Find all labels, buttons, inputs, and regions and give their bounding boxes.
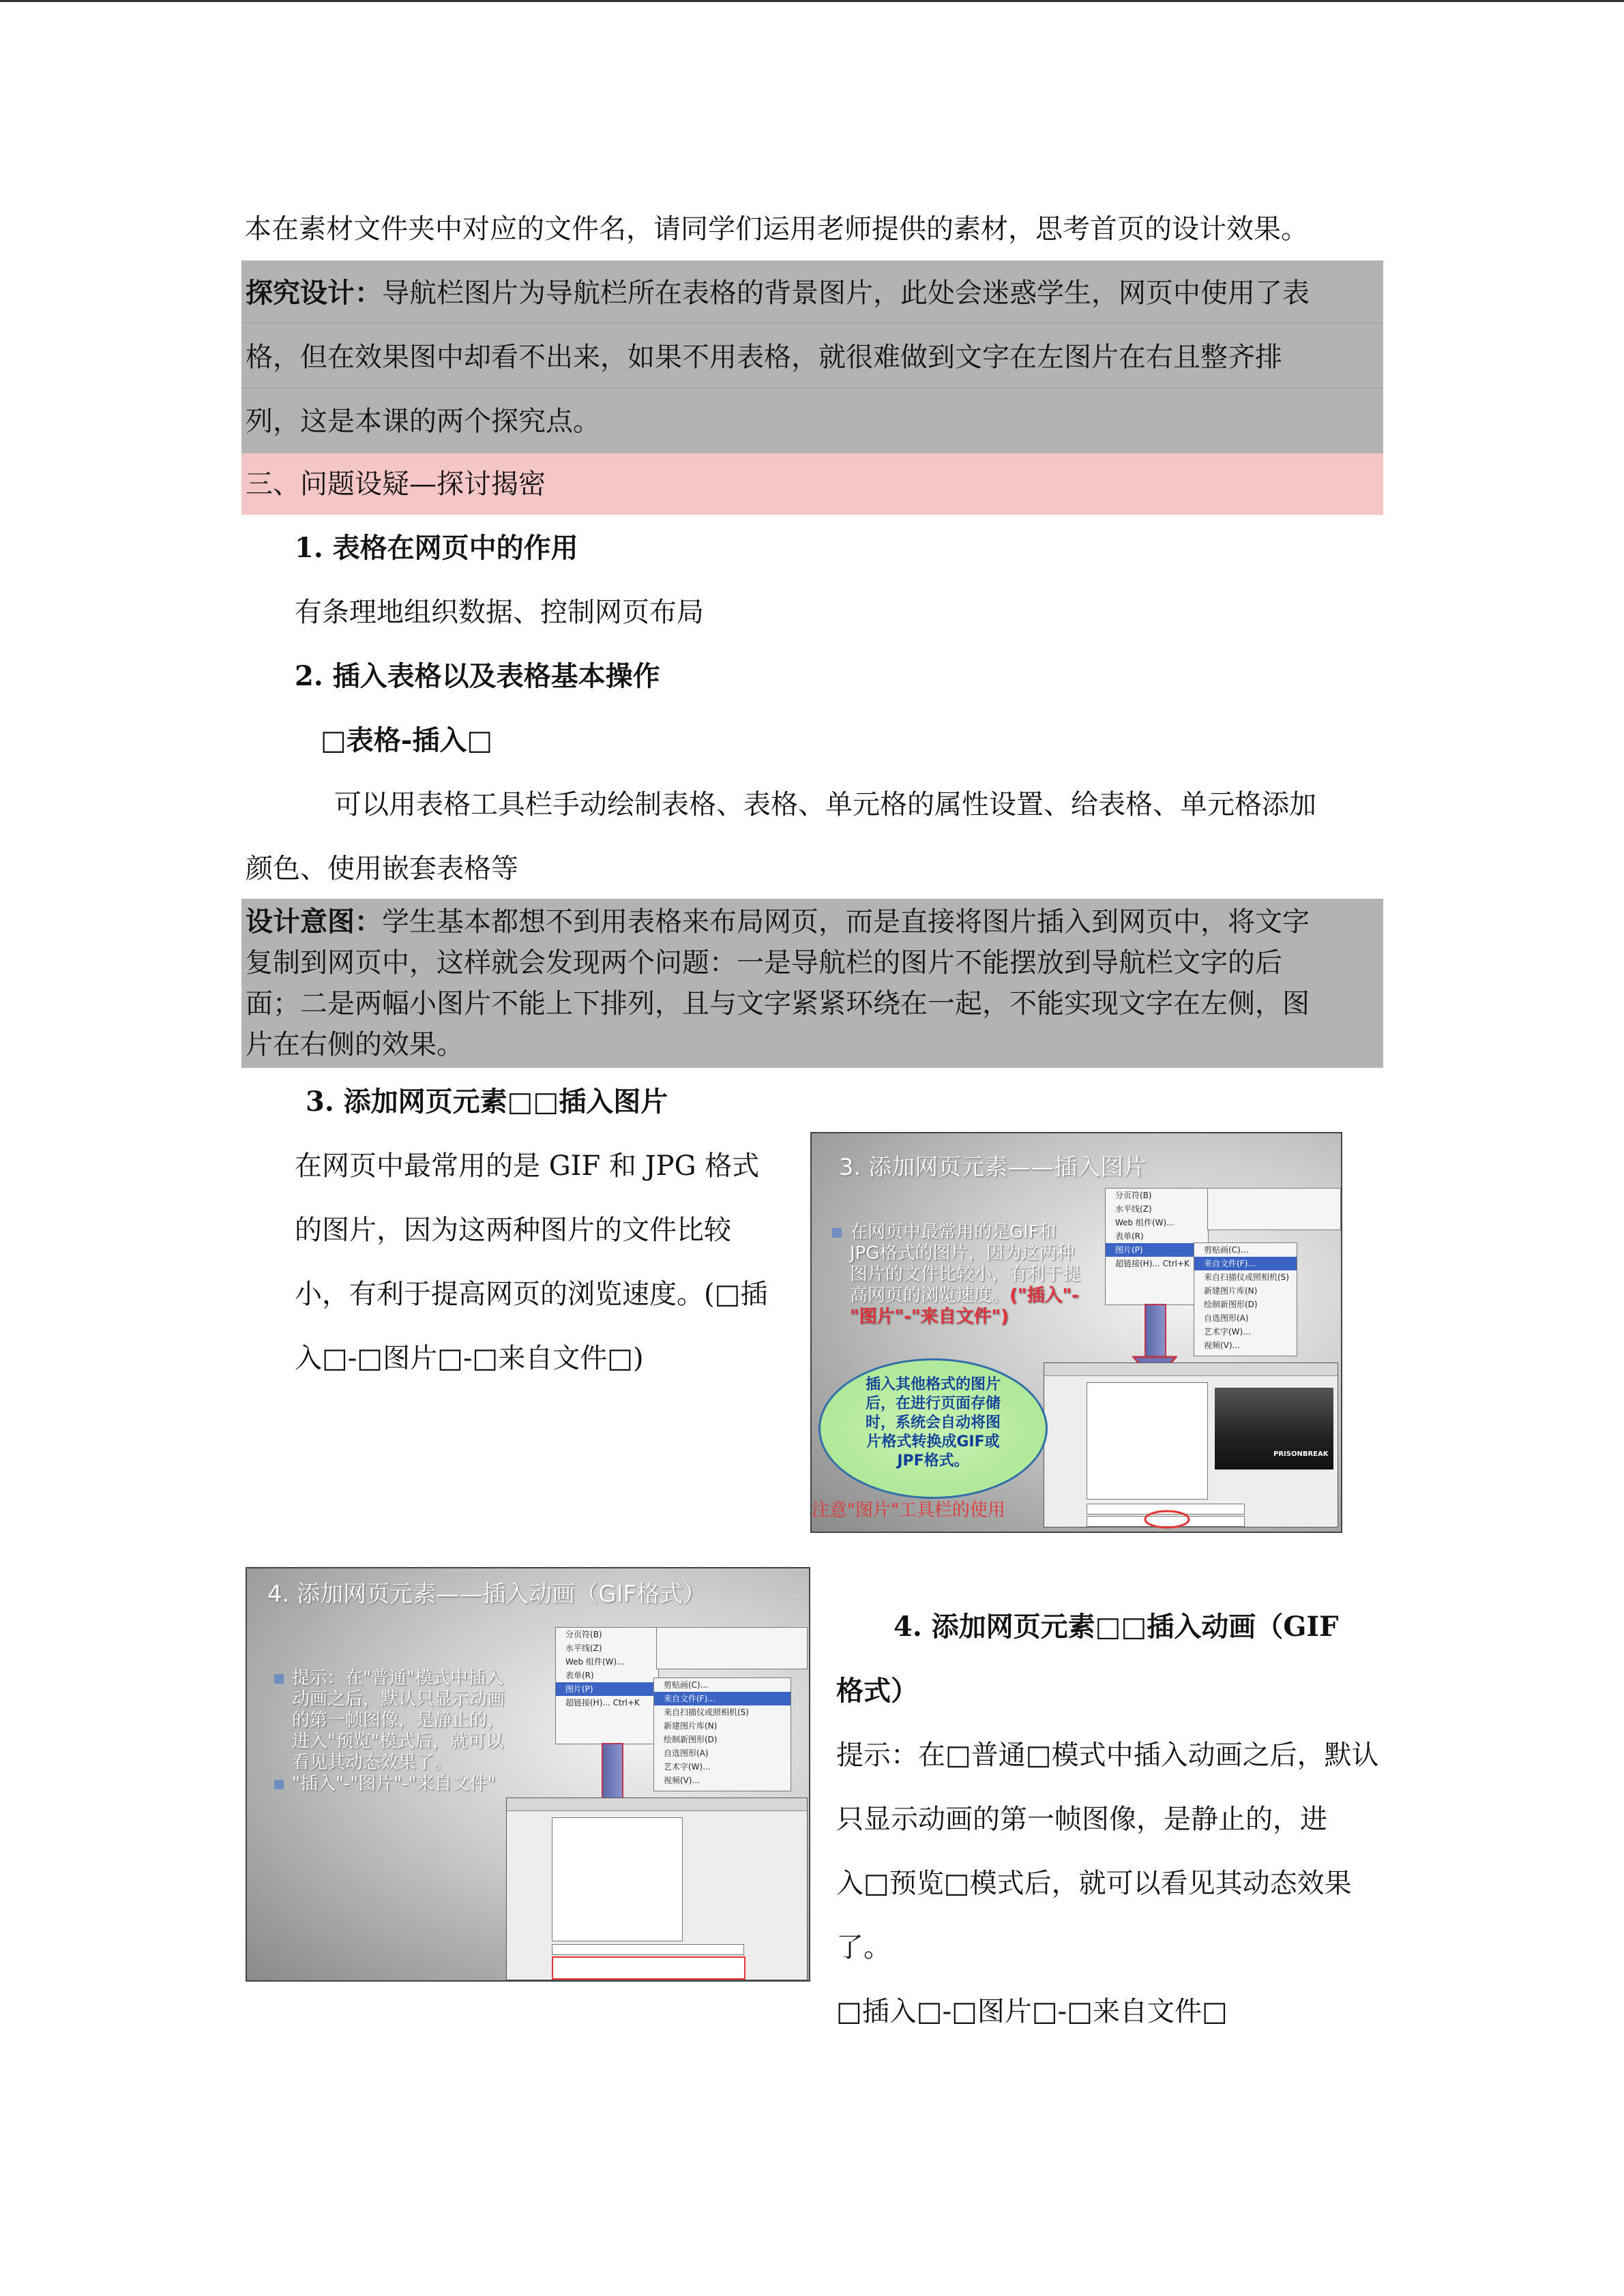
design-line-4: 片在右侧的效果。	[246, 1029, 464, 1060]
slide2-b1-l4: 进入"预览"模式后，就可以	[292, 1731, 503, 1752]
slide1-bullet-red: ("插入"-	[1009, 1285, 1079, 1306]
file-list[interactable]	[552, 1817, 683, 1941]
toolbar-strip	[656, 1627, 808, 1669]
item4-path: □插入□-□图片□-□来自文件□	[836, 1996, 1228, 2027]
intro-paragraph: 本在素材文件夹中对应的文件名，请同学们运用老师提供的素材，思考首页的设计效果。	[244, 213, 1308, 245]
menu-item[interactable]: 分页符(B)	[1115, 1191, 1152, 1200]
menu-item[interactable]: 视频(V)...	[1204, 1341, 1241, 1350]
menu-item[interactable]: 视频(V)...	[664, 1776, 700, 1785]
down-arrow-icon	[602, 1743, 623, 1803]
menu-item-picture[interactable]: 图片(P)	[556, 1682, 658, 1696]
tip-bubble	[818, 1358, 1048, 1499]
item1-text: 有条理地组织数据、控制网页布局	[295, 597, 704, 628]
item3-line-3: 小，有利于提高网页的浏览速度。(□插	[295, 1279, 768, 1310]
menu-item[interactable]: 表单(R)	[1115, 1232, 1144, 1241]
design-label: 设计意图：	[246, 906, 382, 938]
slide1-bullet-l1: 在网页中最常用的是GIF和	[850, 1222, 1057, 1242]
picture-submenu[interactable]	[653, 1678, 791, 1791]
slide2-title: 4. 添加网页元素——插入动画（GIF格式）	[267, 1581, 707, 1608]
item4-heading-2: 格式）	[836, 1675, 918, 1707]
menu-item[interactable]: 超链接(H)... Ctrl+K	[565, 1698, 640, 1708]
slide1-bullet-l2: JPG格式的图片，因为这两种	[850, 1243, 1075, 1264]
filetype-dropdown[interactable]	[552, 1956, 745, 1980]
filename-field[interactable]	[552, 1944, 744, 1955]
picture-submenu[interactable]	[1194, 1242, 1297, 1356]
item3-line-4: 入□-□图片□-□来自文件□)	[295, 1343, 644, 1374]
design-text: 学生基本都想不到用表格来布局网页，而是直接将图片插入到网页中，将文字	[382, 906, 1310, 938]
down-arrow-icon	[1145, 1304, 1166, 1361]
open-file-dialog	[506, 1798, 808, 1980]
menu-item[interactable]: 绘制新图形(D)	[1204, 1300, 1258, 1309]
slide2-b1-l1: 提示：在"普通"模式中插入	[292, 1668, 503, 1688]
explore-line-3: 列，这是本课的两个探究点。	[246, 406, 600, 437]
item4-line-1: 提示：在□普通□模式中插入动画之后，默认	[836, 1740, 1379, 1771]
bullet-icon	[274, 1674, 284, 1684]
bubble-line: 后，在进行页面存储	[865, 1395, 1001, 1412]
slide2-b1-l5: 看见其动态效果了。	[292, 1753, 452, 1773]
item4-line-3: 入□预览□模式后，就可以看见其动态效果	[836, 1868, 1352, 1899]
dialog-toolbar	[507, 1798, 807, 1811]
explore-label: 探究设计：	[246, 277, 382, 309]
menu-item[interactable]: 自选图形(A)	[664, 1748, 709, 1758]
bullet-icon	[274, 1780, 284, 1789]
menu-item[interactable]: 超链接(H)... Ctrl+K	[1115, 1259, 1190, 1268]
bubble-line: 时，系统会自动将图	[865, 1414, 1001, 1431]
menu-item[interactable]: 剪贴画(C)...	[664, 1680, 709, 1690]
dialog-toolbar	[1044, 1363, 1338, 1376]
menu-item[interactable]: 水平线(Z)	[1115, 1204, 1152, 1214]
item3-heading: 3. 添加网页元素□□插入图片	[306, 1086, 668, 1118]
item2-heading: 2. 插入表格以及表格基本操作	[295, 660, 660, 692]
bubble-line: 插入其他格式的图片	[865, 1376, 1001, 1393]
menu-item[interactable]: 来自扫描仪或照相机(S)	[664, 1708, 749, 1717]
menu-item[interactable]: 分页符(B)	[565, 1630, 602, 1639]
design-line-3: 面；二是两幅小图片不能上下排列，且与文字紧紧环绕在一起，不能实现文字在左侧，图	[246, 988, 1310, 1019]
item2-line-2: 颜色、使用嵌套表格等	[246, 853, 518, 884]
slide1-title: 3. 添加网页元素——插入图片	[839, 1154, 1147, 1181]
menu-item[interactable]: 表单(R)	[565, 1671, 594, 1680]
slide2-bullets	[274, 1668, 561, 1795]
slide2-b1-l2: 动画之后，默认只显示动画	[292, 1689, 505, 1710]
item4-line-2: 只显示动画的第一帧图像，是静止的，进	[836, 1804, 1327, 1835]
highlight-circle-icon	[1143, 1509, 1191, 1530]
menu-item[interactable]: Web 组件(W)...	[1115, 1218, 1175, 1227]
design-line-1	[246, 901, 1310, 942]
slide1-bullet	[832, 1222, 1105, 1328]
slide-insert-animation	[246, 1567, 810, 1982]
slide2-b1-l3: 的第一帧图像，是静止的，	[292, 1710, 505, 1731]
slide-insert-image	[810, 1132, 1342, 1533]
menu-item-from-file[interactable]: 来自文件(F)...	[654, 1692, 791, 1705]
item4-heading-1: 4. 添加网页元素□□插入动画（GIF	[894, 1611, 1339, 1643]
menu-item[interactable]: Web 组件(W)...	[565, 1657, 625, 1667]
menu-item-picture[interactable]: 图片(P)	[1106, 1243, 1208, 1257]
bullet-icon	[832, 1228, 842, 1238]
file-list[interactable]	[1087, 1382, 1208, 1500]
box-divider	[241, 387, 1383, 388]
slide1-bullet-red-2: "图片"-"来自文件")	[850, 1307, 1009, 1327]
item2-menu-path: □表格-插入□	[321, 724, 493, 756]
menu-item[interactable]: 新建图片库(N)	[664, 1721, 718, 1731]
insert-menu[interactable]	[555, 1627, 659, 1744]
explore-line-1	[246, 275, 1310, 311]
item1-heading: 1. 表格在网页中的作用	[295, 532, 578, 564]
menu-item-from-file[interactable]: 来自文件(F)...	[1194, 1257, 1297, 1270]
menu-item[interactable]: 水平线(Z)	[565, 1643, 602, 1653]
menu-item[interactable]: 艺术字(W)...	[664, 1762, 711, 1772]
menu-item[interactable]: 艺术字(W)...	[1204, 1327, 1251, 1337]
photo-caption: PRISONBREAK	[1273, 1450, 1329, 1458]
menu-item[interactable]: 来自扫描仪或照相机(S)	[1204, 1272, 1289, 1282]
open-file-dialog	[1044, 1362, 1338, 1527]
item3-line-1: 在网页中最常用的是 GIF 和 JPG 格式	[295, 1150, 760, 1182]
item4-line-4: 了。	[836, 1932, 891, 1963]
menu-item[interactable]: 自选图形(A)	[1204, 1313, 1249, 1323]
item3-line-2: 的图片，因为这两种图片的文件比较	[295, 1214, 731, 1246]
bubble-line: 片格式转换成GIF或	[866, 1433, 1000, 1450]
page-top-border	[0, 0, 1624, 2]
menu-item[interactable]: 剪贴画(C)...	[1204, 1245, 1249, 1255]
slide1-bullet-l4: 高网页的浏览速度。	[850, 1285, 1010, 1306]
slide2-b2: "插入"-"图片"-"来自文件"	[292, 1774, 496, 1794]
slide1-note: 注意"图片"工具栏的使用	[812, 1500, 1005, 1521]
item2-line-1: 可以用表格工具栏手动绘制表格、表格、单元格的属性设置、给表格、单元格添加	[334, 789, 1316, 820]
explore-text: 导航栏图片为导航栏所在表格的背景图片，此处会迷惑学生，网页中使用了表	[382, 278, 1310, 309]
slide1-bullet-l3: 图片的文件比较小，有利于提	[850, 1264, 1081, 1285]
design-line-2: 复制到网页中，这样就会发现两个问题：一是导航栏的图片不能摆放到导航栏文字的后	[246, 947, 1282, 979]
section3-heading: 三、问题设疑—探讨揭密	[246, 468, 546, 500]
preview-photo	[1215, 1388, 1333, 1470]
explore-line-2: 格，但在效果图中却看不出来，如果不用表格，就很难做到文字在左图片在右且整齐排	[246, 342, 1282, 373]
bubble-line: JPF格式。	[897, 1452, 969, 1470]
menu-item[interactable]: 新建图片库(N)	[1204, 1286, 1258, 1296]
toolbar-strip	[1207, 1188, 1341, 1230]
menu-item[interactable]: 绘制新图形(D)	[664, 1735, 718, 1744]
